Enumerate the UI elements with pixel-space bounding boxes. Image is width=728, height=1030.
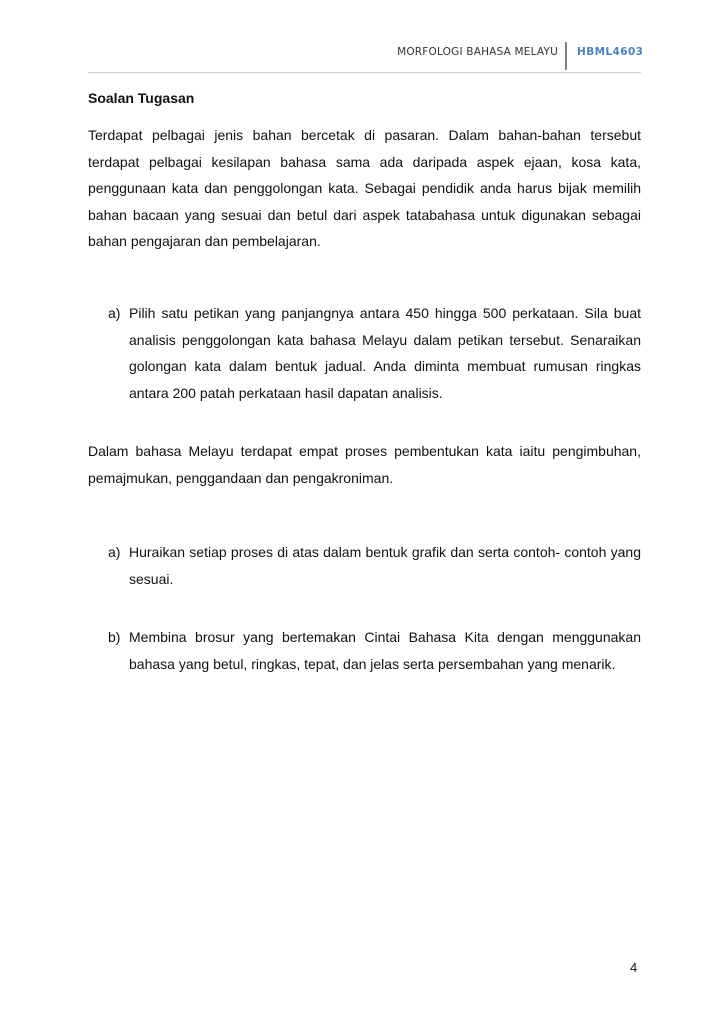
header-course-code: HBML4603 xyxy=(577,46,644,58)
header-divider xyxy=(565,42,567,70)
question-item xyxy=(88,300,641,406)
question-marker: b) xyxy=(108,629,121,645)
question-marker: a) xyxy=(108,305,121,321)
page-header xyxy=(0,40,728,74)
question-marker: a) xyxy=(108,544,121,560)
header-course-title: MORFOLOGI BAHASA MELAYU xyxy=(397,46,558,58)
section-heading: Soalan Tugasan xyxy=(88,90,195,106)
page-number: 4 xyxy=(630,960,638,975)
question-text: Huraikan setiap proses di atas dalam bentuk grafik dan serta contoh- contoh yang sesuai. xyxy=(129,544,641,587)
process-paragraph: Dalam bahasa Melayu terdapat empat proses pembentukan kata iaitu pengimbuhan, pemajmukan, penggandaan dan pengakroniman. xyxy=(88,443,641,486)
question-text: Pilih satu petikan yang panjangnya antara 450 hingga 500 perkataan. Sila buat analisis penggolongan kata bahasa Melayu dalam petikan tersebut. Senaraikan golongan kata dalam bentuk jadual. Anda diminta membuat rumusan ringkas antara 200 patah perkataan hasil dapatan analisis. xyxy=(129,305,641,401)
header-rule xyxy=(88,72,641,73)
question-text: Membina brosur yang bertemakan Cintai Bahasa Kita dengan menggunakan bahasa yang betul, ringkas, tepat, dan jelas serta persembahan yang menarik. xyxy=(129,629,641,672)
intro-paragraph: Terdapat pelbagai jenis bahan bercetak di pasaran. Dalam bahan-bahan tersebut terdapat pelbagai kesilapan bahasa sama ada daripada aspek ejaan, kosa kata, penggunaan kata dan penggolongan kata. Sebagai pendidik anda harus bijak memilih bahan bacaan yang sesuai dan betul dari aspek tatabahasa untuk digunakan sebagai bahan pengajaran dan pembelajaran. xyxy=(88,127,641,250)
question-item xyxy=(88,624,641,677)
question-item xyxy=(88,539,641,592)
